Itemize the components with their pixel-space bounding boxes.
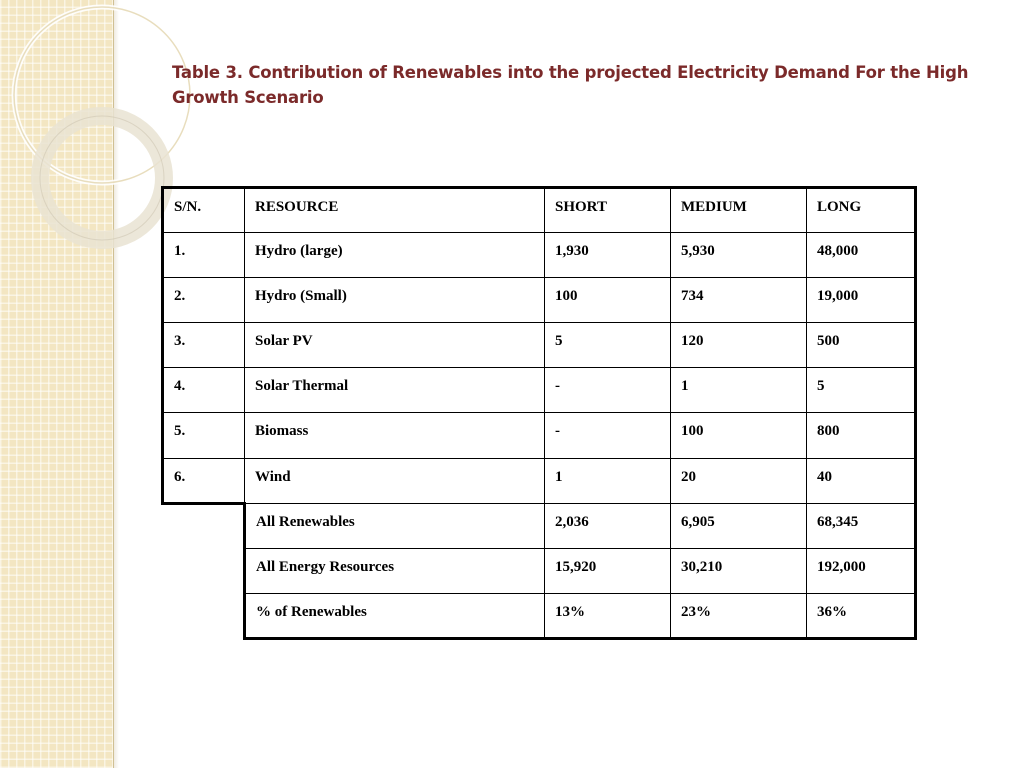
cell-medium: 120 xyxy=(671,323,807,368)
cell-long: 36% xyxy=(807,593,916,638)
cell-medium: 1 xyxy=(671,368,807,413)
table-row xyxy=(163,458,916,503)
cell-long: 19,000 xyxy=(807,278,916,323)
cell-resource: Biomass xyxy=(245,413,545,458)
cell-resource: Hydro (Small) xyxy=(245,278,545,323)
cell-long: 5 xyxy=(807,368,916,413)
cell-resource: Wind xyxy=(245,458,545,503)
cell-short: 5 xyxy=(545,323,671,368)
table-row xyxy=(163,278,916,323)
cell-sn: 5. xyxy=(163,413,245,458)
cell-long: 500 xyxy=(807,323,916,368)
cell-short: 1,930 xyxy=(545,233,671,278)
header-resource: RESOURCE xyxy=(245,188,545,233)
cell-resource: Hydro (large) xyxy=(245,233,545,278)
cell-medium: 734 xyxy=(671,278,807,323)
cell-resource: All Energy Resources xyxy=(245,548,545,593)
cell-short: 15,920 xyxy=(545,548,671,593)
blank-cell xyxy=(163,593,245,638)
cell-sn: 4. xyxy=(163,368,245,413)
summary-row xyxy=(163,503,916,548)
cell-sn: 2. xyxy=(163,278,245,323)
summary-row xyxy=(163,593,916,638)
table-row xyxy=(163,233,916,278)
summary-row xyxy=(163,548,916,593)
cell-medium: 23% xyxy=(671,593,807,638)
slide-title: Table 3. Contribution of Renewables into the projected Electricity Demand For the High Growth Scenario xyxy=(172,63,969,107)
table-row xyxy=(163,368,916,413)
cell-short: - xyxy=(545,413,671,458)
decorative-circles xyxy=(0,0,130,260)
cell-sn: 6. xyxy=(163,458,245,503)
cell-long: 192,000 xyxy=(807,548,916,593)
header-medium: MEDIUM xyxy=(671,188,807,233)
table-header-row xyxy=(163,188,916,233)
blank-cell xyxy=(163,503,245,548)
cell-resource: % of Renewables xyxy=(245,593,545,638)
cell-long: 68,345 xyxy=(807,503,916,548)
cell-short: 13% xyxy=(545,593,671,638)
table-row xyxy=(163,413,916,458)
cell-resource: Solar Thermal xyxy=(245,368,545,413)
cell-resource: All Renewables xyxy=(245,503,545,548)
cell-medium: 100 xyxy=(671,413,807,458)
cell-medium: 30,210 xyxy=(671,548,807,593)
blank-cell xyxy=(163,548,245,593)
header-short: SHORT xyxy=(545,188,671,233)
cell-short: 1 xyxy=(545,458,671,503)
cell-medium: 20 xyxy=(671,458,807,503)
renewables-table xyxy=(161,186,917,640)
table-row xyxy=(163,323,916,368)
cell-sn: 3. xyxy=(163,323,245,368)
cell-sn: 1. xyxy=(163,233,245,278)
cell-medium: 5,930 xyxy=(671,233,807,278)
cell-resource: Solar PV xyxy=(245,323,545,368)
cell-short: - xyxy=(545,368,671,413)
cell-long: 48,000 xyxy=(807,233,916,278)
cell-long: 40 xyxy=(807,458,916,503)
header-sn: S/N. xyxy=(163,188,245,233)
cell-short: 100 xyxy=(545,278,671,323)
cell-short: 2,036 xyxy=(545,503,671,548)
cell-long: 800 xyxy=(807,413,916,458)
header-long: LONG xyxy=(807,188,916,233)
cell-medium: 6,905 xyxy=(671,503,807,548)
